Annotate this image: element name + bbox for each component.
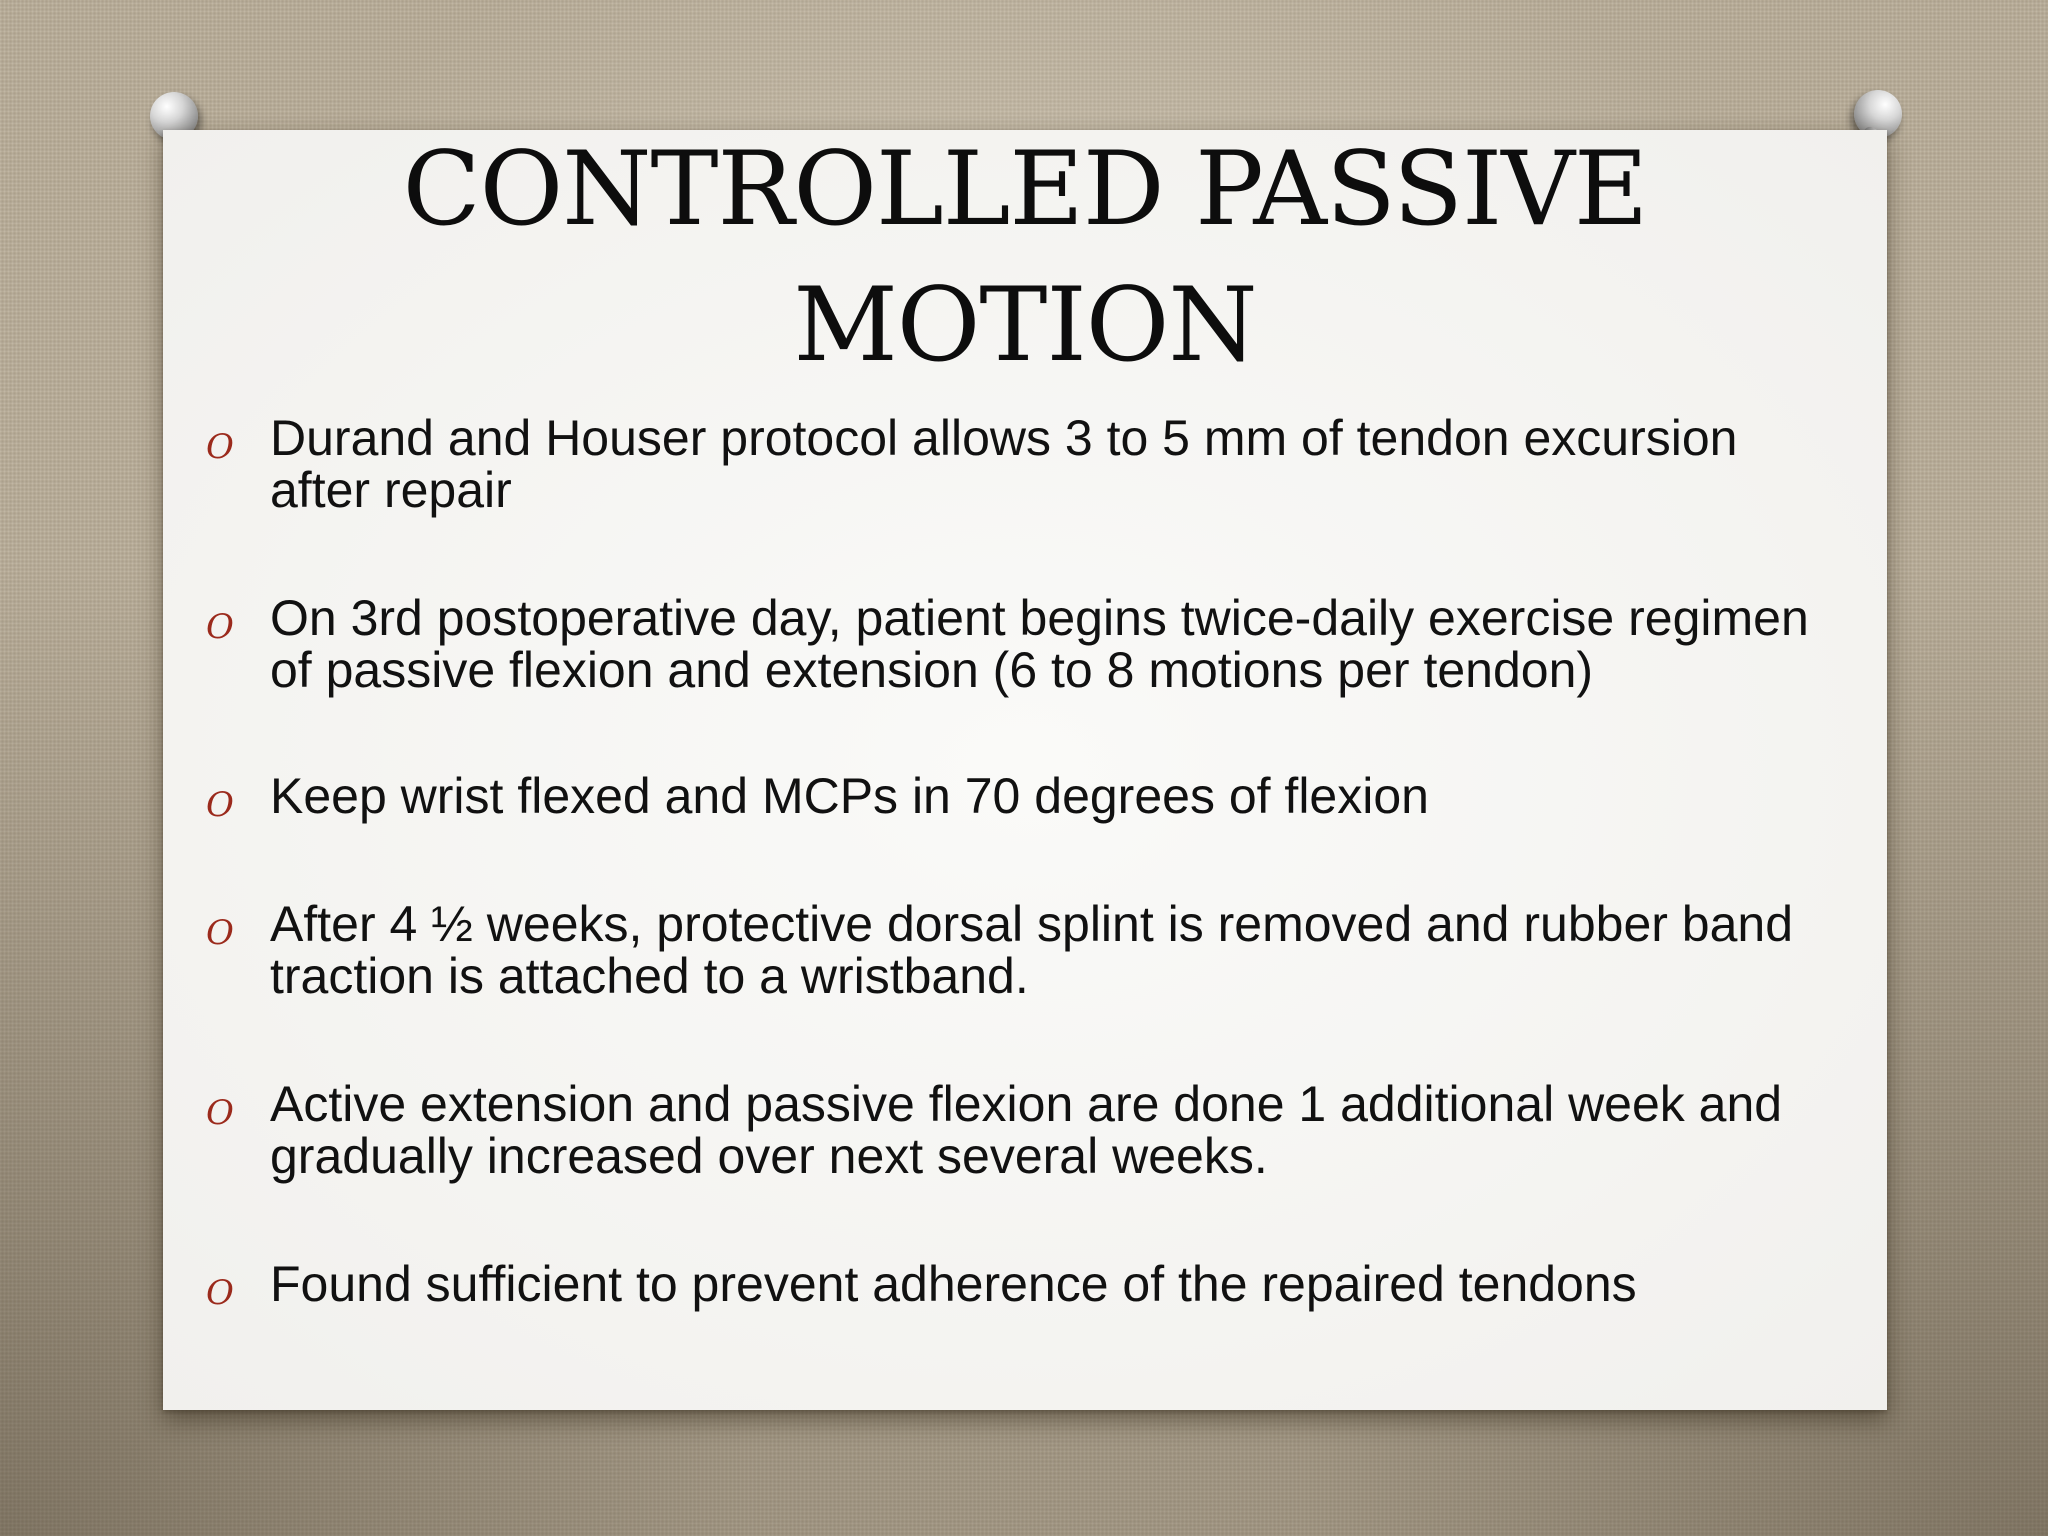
bullet-item	[200, 1078, 1840, 1182]
bullet-text: Active extension and passive flexion are done 1 additional week and gradually increased over next several weeks.	[270, 1076, 1783, 1184]
bullet-marker-icon: O	[206, 427, 234, 467]
bullet-item	[200, 768, 1840, 825]
bullet-text: Keep wrist flexed and MCPs in 70 degrees of flexion	[270, 768, 1429, 824]
bullet-marker-icon: O	[206, 913, 234, 953]
slide-title-line-1: CONTROLLED PASSIVE	[402, 130, 1648, 249]
bullet-item	[200, 898, 1840, 1002]
bullet-marker-icon: O	[206, 1273, 234, 1313]
bullet-text: After 4 ½ weeks, protective dorsal splint is removed and rubber band traction is attached to a wristband.	[270, 896, 1794, 1004]
slide-title-line-2: MOTION	[793, 266, 1257, 385]
bullet-text: Found sufficient to prevent adherence of the repaired tendons	[270, 1256, 1637, 1312]
bullet-text: Durand and Houser protocol allows 3 to 5 mm of tendon excursion after repair	[270, 410, 1738, 518]
bullet-item	[200, 1256, 1840, 1313]
slide-title	[163, 122, 1887, 394]
bullet-item	[200, 592, 1840, 696]
bullet-marker-icon: O	[206, 785, 234, 825]
bullet-marker-icon: O	[206, 607, 234, 647]
bullet-marker-icon: O	[206, 1093, 234, 1133]
bullet-item	[200, 412, 1840, 516]
bullet-text: On 3rd postoperative day, patient begins twice-daily exercise regimen of passive flexion and extension (6 to 8 motions per tendon)	[270, 590, 1809, 698]
bullet-list	[200, 410, 1840, 1313]
